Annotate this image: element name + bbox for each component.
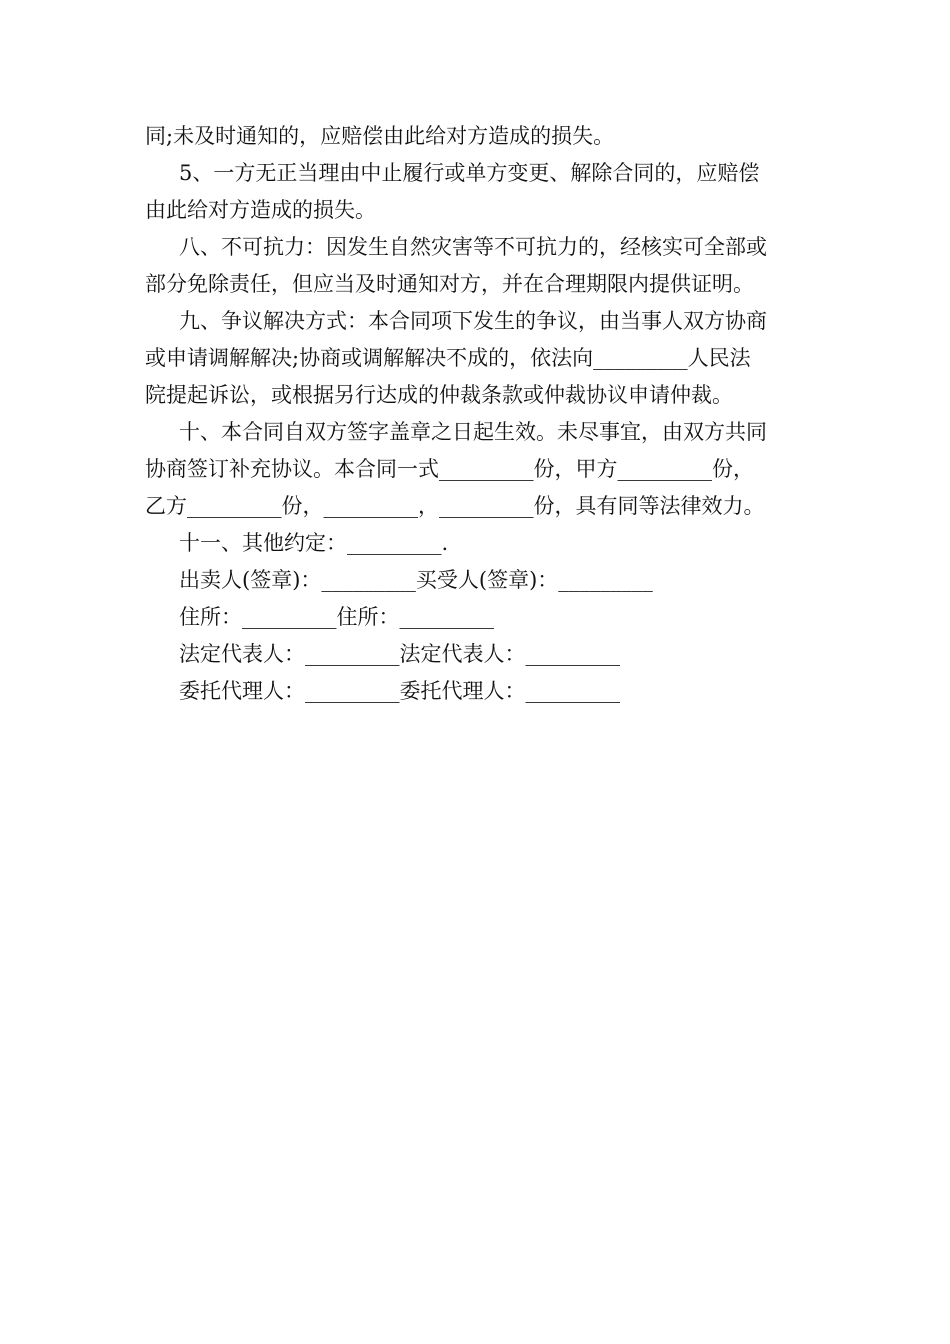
text-line: 同;未及时通知的，应赔偿由此给对方造成的损失。 [145,124,615,148]
clause-8-line-1: 八、不可抗力：因发生自然灾害等不可抗力的，经核实可全部或 [179,235,767,259]
clause-9-line-2: 或申请调解解决;协商或调解解决不成的，依法向_________人民法 [145,346,751,370]
legal-representative-line: 法定代表人：_________法定代表人：_________ [179,642,620,666]
clause-10-line-3: 乙方_________份，_________，_________份，具有同等法律效力。 [145,494,765,518]
clause-9-line-1: 九、争议解决方式：本合同项下发生的争议，由当事人双方协商 [179,309,767,333]
clause-10-line-1: 十、本合同自双方签字盖章之日起生效。未尽事宜，由双方共同 [179,420,767,444]
clause-9-line-3: 院提起诉讼，或根据另行达成的仲裁条款或仲裁协议申请仲裁。 [145,383,733,407]
seller-buyer-signature-line: 出卖人(签章)：_________买受人(签章)：_________ [179,568,653,592]
authorized-agent-line: 委托代理人：_________委托代理人：_________ [179,679,620,703]
address-line: 住所：_________住所：_________ [179,605,494,629]
clause-5-line-1: 5、一方无正当理由中止履行或单方变更、解除合同的，应赔偿 [179,161,760,185]
clause-11-line: 十一、其他约定：_________. [179,531,449,555]
clause-8-line-2: 部分免除责任，但应当及时通知对方，并在合理期限内提供证明。 [145,272,754,296]
contract-text [145,118,810,710]
clause-5-line-2: 由此给对方造成的损失。 [145,198,376,222]
clause-10-line-2: 协商签订补充协议。本合同一式_________份，甲方_________份， [145,457,754,481]
